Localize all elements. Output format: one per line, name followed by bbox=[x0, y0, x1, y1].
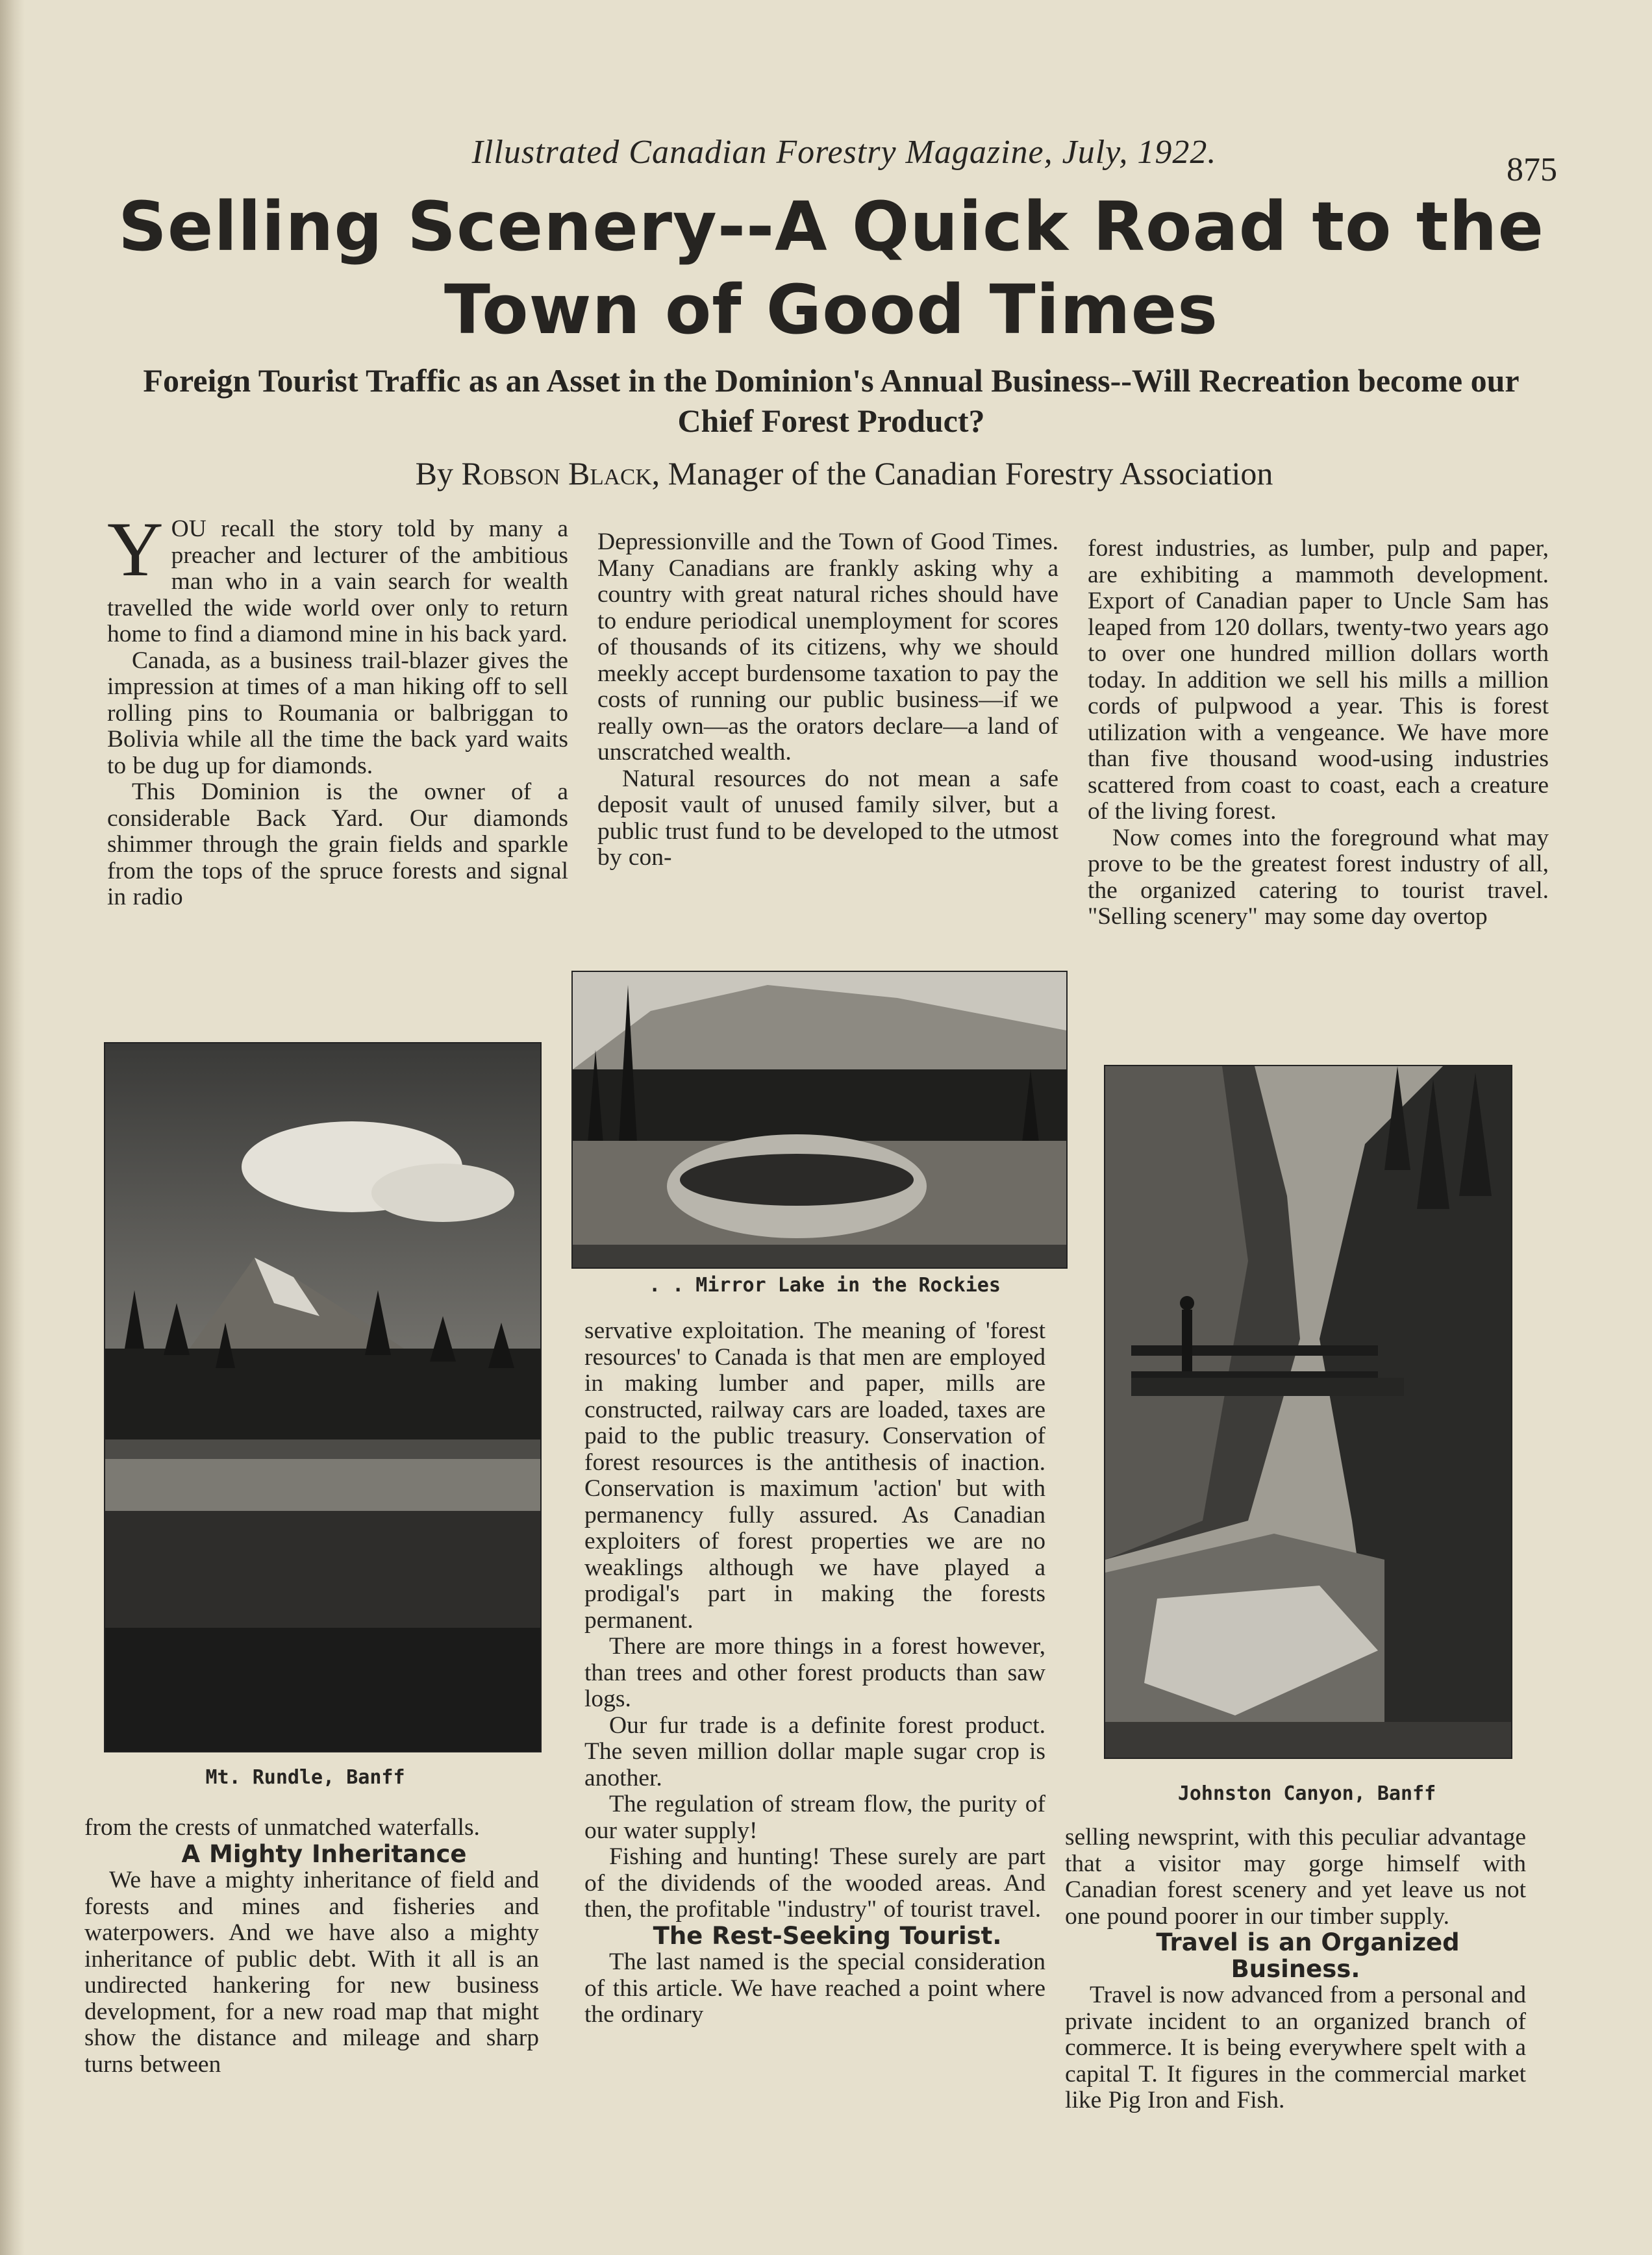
article-subtitle: Foreign Tourist Traffic as an Asset in the Dominion's Annual Business--Will Recreation become our Chief Forest Product? bbox=[143, 362, 1520, 439]
byline-prefix: By bbox=[415, 455, 453, 492]
paragraph: YOU recall the story told by many a preacher and lecturer of the ambitious man who in a vain search for wealth travelled the wide world over only to return home to find a diamond mine in his back yard. bbox=[107, 506, 568, 647]
paragraph: Now comes into the foreground what may prove to be the greatest forest industry of all, the organized catering to tourist travel. "Selling scenery" may some day overtop bbox=[1088, 824, 1549, 930]
caption-johnston-canyon: Johnston Canyon, Banff bbox=[1177, 1782, 1436, 1805]
column-1-bottom bbox=[84, 1815, 539, 2078]
caption-mirror-lake: . . Mirror Lake in the Rockies bbox=[649, 1274, 1001, 1297]
photo-mt-rundle bbox=[104, 1042, 542, 1752]
page-number: 875 bbox=[1507, 151, 1557, 188]
paragraph: Natural resources do not mean a safe deposit vault of unused family silver, but a public trust fund to be developed to the utmost by con- bbox=[597, 765, 1058, 871]
photo-mirror-lake bbox=[571, 971, 1068, 1269]
paragraph: The last named is the special consideration of this article. We have reached a point where the ordinary bbox=[584, 1949, 1045, 2028]
paragraph: Canada, as a business trail-blazer gives the impression at times of a man hiking off to sell rolling pins to Roumania or balbriggan to Bolivia while all the time the back yard waits to be dug up for diamonds. bbox=[107, 647, 568, 779]
photo-johnston-canyon bbox=[1104, 1065, 1512, 1759]
paragraph: servative exploitation. The meaning of 'forest resources' to Canada is that men are employed in making lumber and paper, mills are constructed, railway cars are loaded, taxes are paid to the public treasury. Conservation of forest resources is the antithesis of inaction. Conservation is maximum 'action' but with permanency fully assured. As Canadian exploiters of forest properties we are no weaklings although we have played a prodigal's part in making the forests permanent. bbox=[584, 1317, 1045, 1634]
drop-cap: Y bbox=[107, 506, 164, 592]
paragraph: We have a mighty inheritance of field and forests and mines and fisheries and waterpowers. And we have also a mighty inheritance of public debt. With it all is an undirected hankering for new business development, for a new road map that might show the distance and mileage and sharp turns between bbox=[84, 1867, 539, 2078]
column-3-top bbox=[1088, 536, 1549, 930]
paragraph: selling newsprint, with this peculiar advantage that a visitor may gorge himself with Canadian forest scenery and yet leave us not one pound poorer in our timber supply. bbox=[1065, 1824, 1526, 1930]
running-head: Illustrated Canadian Forestry Magazine, July, 1922. bbox=[471, 134, 1217, 171]
paragraph: Our fur trade is a definite forest product. The seven million dollar maple sugar crop is another. bbox=[584, 1712, 1045, 1791]
section-heading-travel-business: Travel is an Organized Business. bbox=[1156, 1928, 1460, 1983]
column-2-bottom bbox=[584, 1318, 1045, 2028]
page-binding-edge bbox=[0, 0, 25, 2255]
article-title: Selling Scenery--A Quick Road to the Town of Good Times bbox=[118, 187, 1544, 349]
paragraph: The regulation of stream flow, the purity of our water supply! bbox=[584, 1791, 1045, 1844]
paragraph: Fishing and hunting! These surely are part of the dividends of the wooded areas. And then, the profitable "industry" of tourist travel. bbox=[584, 1843, 1045, 1923]
section-heading-mighty-inheritance: A Mighty Inheritance bbox=[181, 1839, 467, 1868]
section-heading-rest-seeking-tourist: The Rest-Seeking Tourist. bbox=[653, 1921, 1002, 1950]
column-1-top bbox=[107, 506, 568, 911]
paragraph: forest industries, as lumber, pulp and paper, are exhibiting a mammoth development. Export of Canadian paper to Uncle Sam has leaped from 120 dollars, twenty-two years ago to over one hundred million dollars worth today. In addition we sell his mills a million cords of pulpwood a year. This is forest utilization with a vengeance. We have more than five thousand wood-using industries scattered from coast to coast, each a creature of the living forest. bbox=[1088, 535, 1549, 825]
caption-mt-rundle: Mt. Rundle, Banff bbox=[205, 1766, 405, 1789]
byline bbox=[195, 455, 1494, 492]
paragraph: from the crests of unmatched waterfalls. bbox=[84, 1814, 480, 1841]
paragraph: Travel is now advanced from a personal and private incident to an organized branch of commerce. It is being everywhere spelt with a capital T. It figures in the commercial market like Pig Iron and Fish. bbox=[1065, 1982, 1526, 2113]
paragraph: Depressionville and the Town of Good Times. Many Canadians are frankly asking why a country with great natural riches should have to endure periodical unemployment for scores of thousands of its citizens, why we should meekly accept burdensome taxation to pay the costs of running our public business—if we really own—as the orators declare—a land of unscratched wealth. bbox=[597, 529, 1058, 766]
column-2-top bbox=[597, 529, 1058, 871]
paragraph: This Dominion is the owner of a considerable Back Yard. Our diamonds shimmer through the grain fields and sparkle from the tops of the spruce forests and signal in radio bbox=[107, 779, 568, 910]
column-3-bottom bbox=[1065, 1825, 1526, 2114]
byline-role: , Manager of the Canadian Forestry Association bbox=[651, 455, 1273, 492]
paragraph: There are more things in a forest however, than trees and other forest products than saw logs. bbox=[584, 1633, 1045, 1712]
byline-author: Robson Black bbox=[461, 455, 652, 492]
